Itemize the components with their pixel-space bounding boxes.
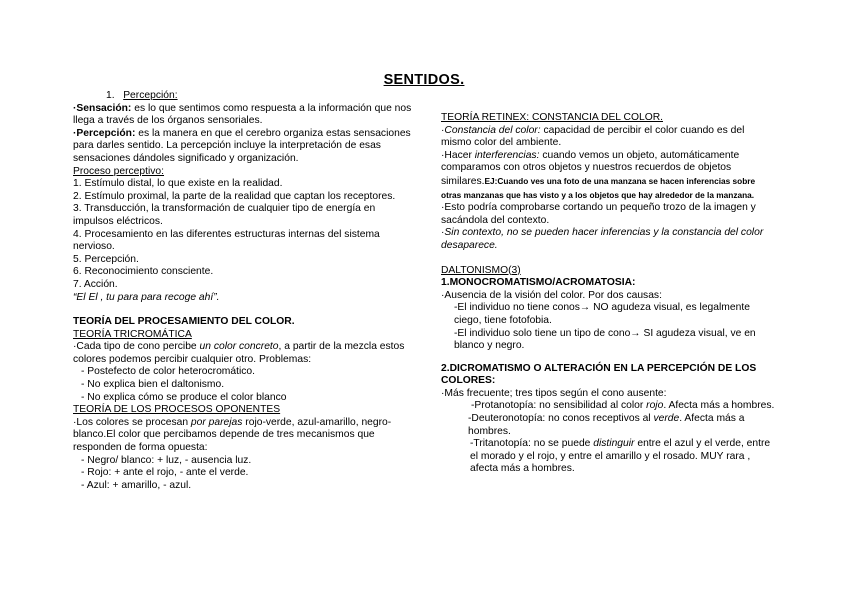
proceso-heading: Proceso perceptivo: <box>73 165 165 177</box>
oponentes-item: - Rojo: + ante el rojo, - ante el verde. <box>81 467 249 479</box>
quote: “El El , tu para para recoge ahí”. <box>73 291 220 303</box>
tricromatica-paragraph: ·Cada tipo de cono percibe un color concreto, a partir de la mezcla estos colores podemos percibir cualquier otro. Problemas: <box>73 341 405 365</box>
ej-note: EJ:Cuando ves una foto de una manzana se hacen inferencias sobre otras manzanas que has visto y a los objetos que hay alrededor de la manzana. <box>441 175 756 200</box>
proceso-item: 2. Estímulo proximal, la parte de la realidad que captan los receptores. <box>73 190 396 202</box>
oponentes-item: - Negro/ blanco: + luz, - ausencia luz. <box>81 454 252 466</box>
proceso-item: 3. Transducción, la transformación de cualquier tipo de energía en impulsos eléctricos. <box>73 203 376 227</box>
deuteronotopia-item: -Deuteronotopía: no conos receptivos al verde. Afecta más a hombres. <box>468 413 745 437</box>
problem-item: - No explica cómo se produce el color blanco <box>81 391 287 403</box>
problem-item: - Postefecto de color heterocromático. <box>81 366 255 378</box>
proceso-item: 6. Reconocimiento consciente. <box>73 266 214 278</box>
proceso-item: 7. Acción. <box>73 278 118 290</box>
constancia-paragraph: ·Constancia del color: capacidad de percibir el color cuando es del mismo color del ambiente. <box>441 124 745 149</box>
left-column <box>73 90 413 492</box>
daltonismo-heading: DALTONISMO(3) <box>441 264 521 276</box>
proceso-item: 1. Estímulo distal, lo que existe en la realidad. <box>73 178 283 190</box>
procesamiento-heading: TEORÍA DEL PROCESAMIENTO DEL COLOR. <box>73 316 295 328</box>
mono-intro: ·Ausencia de la visión del color. Por dos causas: <box>441 289 662 301</box>
tritanotopia-item: -Tritanotopía: no se puede distinguir entre el azul y el verde, entre el morado y el rojo, y entre el amarillo y el rosado. MUY rara , afecta más a hombres. <box>470 438 771 475</box>
oponentes-item: - Azul: + amarillo, - azul. <box>81 479 192 491</box>
oponentes-heading: TEORÍA DE LOS PROCESOS OPONENTES <box>73 404 281 416</box>
sensacion-paragraph: ·Sensación: es lo que sentimos como respuesta a la información que nos llega a través de los órganos sensoriales. <box>73 102 412 127</box>
percepcion-list-heading: 1. Percepción: <box>106 90 178 101</box>
proceso-item: 4. Procesamiento en las diferentes estructuras internas del sistema nervioso. <box>73 228 380 253</box>
inferencias-paragraph: ·Hacer interferencias: cuando vemos un objeto, automáticamente comparamos con otros objetos y nuestros recuerdos de objetos similares.EJ:Cuando ves una foto de una manzana se hacen inferencias sobre otras manzanas que has visto y a los objetos que hay alrededor de la manzana. <box>441 149 756 200</box>
percepcion-paragraph: ·Percepción: es la manera en que el cerebro organiza estas sensaciones para darles sentido. La percepción incluye la interpretación de esas sensaciones dándoles significado y organización. <box>73 127 411 164</box>
right-column <box>441 112 776 476</box>
mono-item: -El individuo no tiene conos→ NO agudeza visual, es legalmente ciego, tiene fotofobia. <box>454 302 750 326</box>
comprobar-paragraph: ·Esto podría comprobarse cortando un pequeño trozo de la imagen y sacándola del contexto. <box>441 202 756 226</box>
retinex-heading: TEORÍA RETINEX: CONSTANCIA DEL COLOR. <box>441 112 663 123</box>
dicro-intro: ·Más frecuente; tres tipos según el cono ausente: <box>441 387 667 399</box>
protanotopia-item: -Protanotopía: no sensibilidad al color rojo. Afecta más a hombres. <box>471 400 775 412</box>
percepcion-heading: Percepción: <box>123 90 178 101</box>
oponentes-paragraph: ·Los colores se procesan por parejas rojo-verde, azul-amarillo, negro-blanco.El color que percibamos depende de tres mecanismos que responden de forma opuesta: <box>73 416 392 454</box>
sin-contexto-paragraph: ·Sin contexto, no se pueden hacer inferencias y la constancia del color desaparece. <box>441 227 764 251</box>
page-title: SENTIDOS. <box>383 72 465 88</box>
proceso-item: 5. Percepción. <box>73 253 139 265</box>
monocromatismo-heading: 1.MONOCROMATISMO/ACROMATOSIA: <box>441 277 636 289</box>
dicromatismo-heading: 2.DICROMATISMO O ALTERACIÓN EN LA PERCEPCIÓN DE LOS COLORES: <box>441 362 757 387</box>
tricromatica-heading: TEORÍA TRICROMÁTICA <box>73 328 192 340</box>
mono-item: -El individuo solo tiene un tipo de cono→ SI agudeza visual, ve en blanco y negro. <box>454 327 756 352</box>
problem-item: - No explica bien el daltonismo. <box>81 379 225 391</box>
